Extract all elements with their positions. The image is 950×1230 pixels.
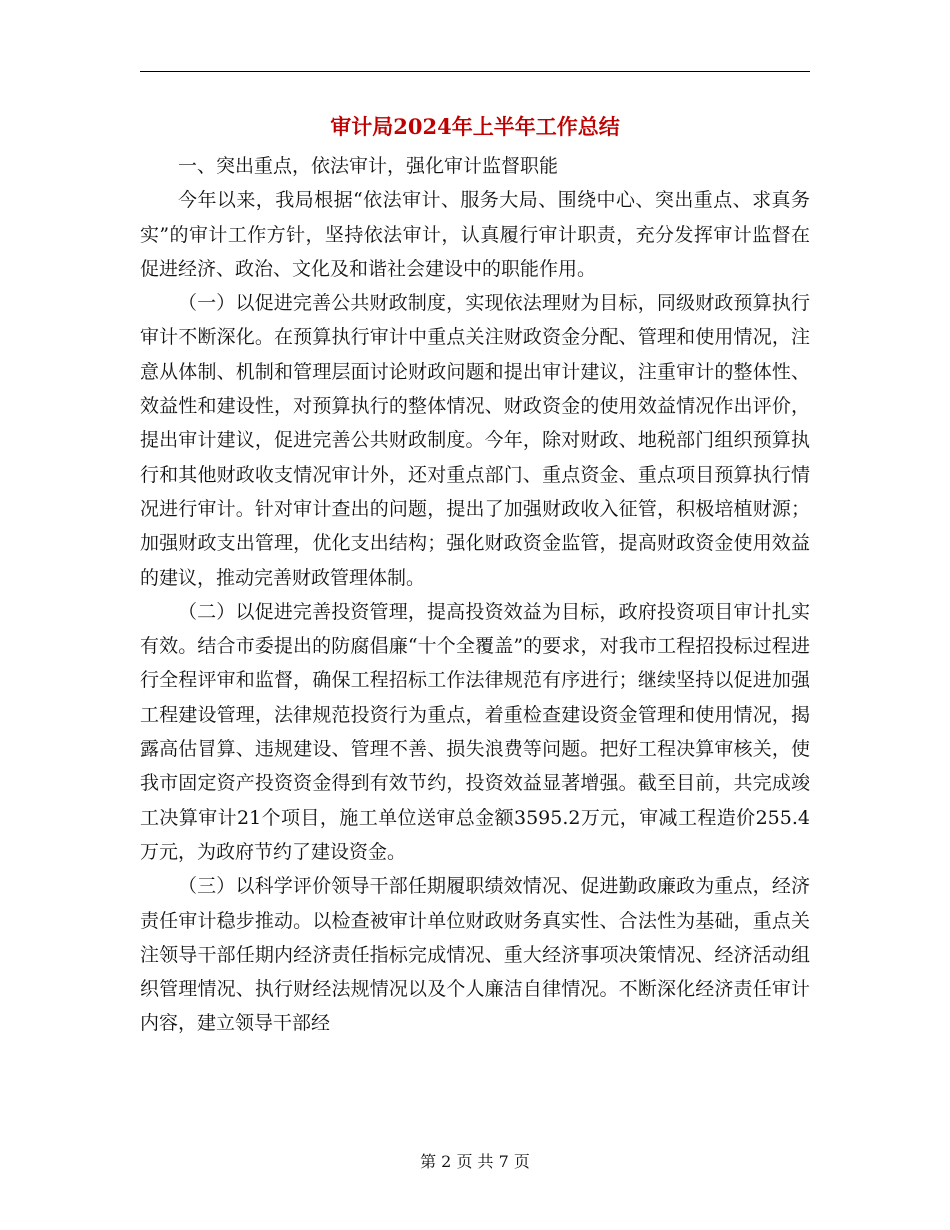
body-paragraph-intro: 今年以来，我局根据“依法审计、服务大局、围绕中心、突出重点、求真务实”的审计工作方针，坚持依法审计，认真履行审计职责，充分发挥审计监督在促进经济、政治、文化及和谐社会建设中的职能作用。 (140, 189, 810, 280)
section-heading: 一、突出重点，依法审计，强化审计监督职能 (178, 155, 559, 177)
body-paragraph-investment-audit: （二）以促进完善投资管理，提高投资效益为目标，政府投资项目审计扎实有效。结合市委提出的防腐倡廉“十个全覆盖”的要求，对我市工程招投标过程进行全程评审和监督，确保工程招标工作法律规范有序进行；继续坚持以促进加强工程建设管理，法律规范投资行为重点，着重检查建设资金管理和使用情况，揭露高估冒算、违规建设、管理不善、损失浪费等问题。把好工程决算审核关，使我市固定资产投资资金得到有效节约，投资效益显著增强。截至目前，共完成竣工决算审计21个项目，施工单位送审总金额3595.2万元，审减工程造价255.4万元，为政府节约了建设资金。 (140, 600, 810, 863)
header-rule (140, 71, 810, 72)
document-title: 审计局2024年上半年工作总结 (330, 114, 620, 139)
body-paragraph-responsibility-audit: （三）以科学评价领导干部任期履职绩效情况、促进勤政廉政为重点，经济责任审计稳步推动。以检查被审计单位财政财务真实性、合法性为基础，重点关注领导干部任期内经济责任指标完成情况、重大经济事项决策情况、经济活动组织管理情况、执行财经法规情况以及个人廉洁自律情况。不断深化经济责任审计内容，建立领导干部经 (140, 875, 810, 1035)
document-body (140, 149, 810, 1041)
body-paragraph-budget-audit: （一）以促进完善公共财政制度，实现依法理财为目标，同级财政预算执行审计不断深化。在预算执行审计中重点关注财政资金分配、管理和使用情况，注意从体制、机制和管理层面讨论财政问题和提出审计建议，注重审计的整体性、效益性和建设性，对预算执行的整体情况、财政资金的使用效益情况作出评价，提出审计建议，促进完善公共财政制度。今年，除对财政、地税部门组织预算执行和其他财政收支情况审计外，还对重点部门、重点资金、重点项目预算执行情况进行审计。针对审计查出的问题，提出了加强财政收入征管，积极培植财源；加强财政支出管理，优化支出结构；强化财政资金监管，提高财政资金使用效益的建议，推动完善财政管理体制。 (140, 292, 810, 589)
page-number: 第 2 页 共 7 页 (420, 1152, 530, 1171)
